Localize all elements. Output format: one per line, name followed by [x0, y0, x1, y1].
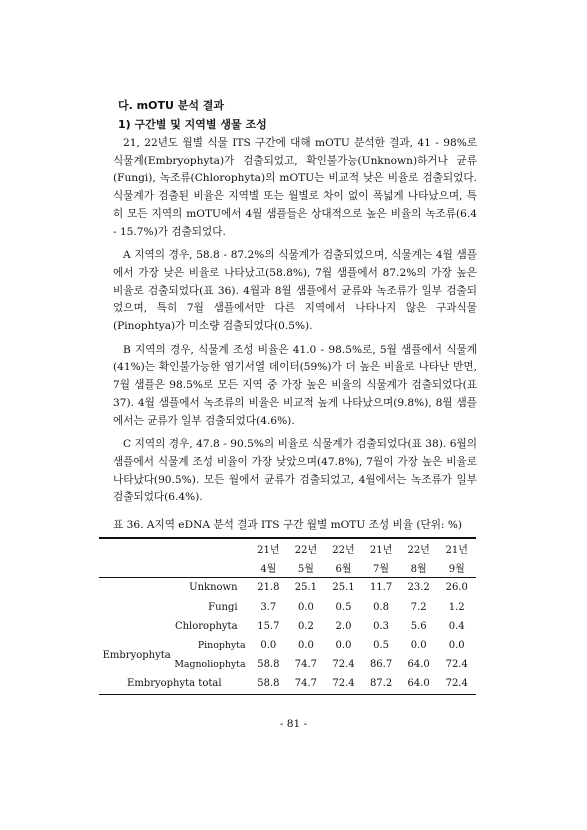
row-label: Embryophyta total: [99, 674, 250, 694]
table-cell: 0.3: [373, 620, 390, 632]
table-cell: 5.6: [410, 620, 427, 632]
table-row: [99, 598, 476, 617]
table-cell: 86.7: [369, 659, 393, 671]
table-cell: 7.2: [410, 601, 427, 613]
table-cell: 0.8: [373, 601, 390, 613]
table-cell: 25.1: [332, 582, 355, 594]
page-number: - 81 -: [279, 718, 308, 730]
table-cell: 0.2: [297, 620, 314, 632]
table-row-total: [99, 674, 476, 694]
table-cell: 15.7: [257, 620, 280, 632]
month-header: 9월: [437, 558, 476, 578]
table-cell: 74.7: [294, 659, 318, 671]
year-header: 22년: [400, 538, 438, 558]
table-cell: 64.0: [400, 674, 438, 694]
subsection-title: 1) 구간별 및 지역별 생물 조성: [118, 118, 267, 131]
table-row: [99, 636, 476, 655]
row-label: Pinophyta: [197, 640, 246, 652]
table-header-years: [99, 538, 476, 558]
paragraph: A 지역의 경우, 58.8 - 87.2%의 식물계가 검출되었으며, 식물계는 4월 샘플에서 가장 낮은 비율로 나타났고(58.8%), 7월 샘플에서 87.2%의 가장 높은 비율로 검출되었다(표 36). 4월과 8월 샘플에서 균류와 녹조류가 일부 검출되었으며, 특히 7월 샘플에서만 다른 지역에서 나타나지 않은 구과식물(Pinophtya)가 미소량 검출되었다(0.5%).: [113, 249, 477, 333]
table-cell: 0.0: [448, 640, 465, 652]
table-cell: 58.8: [257, 659, 280, 671]
table-cell: 0.0: [260, 640, 277, 652]
table-cell: 0.0: [297, 601, 314, 613]
table-cell: 11.7: [369, 582, 393, 594]
table-caption: 표 36. A지역 eDNA 분석 결과 ITS 구간 월별 mOTU 조성 비율 (단위: %): [113, 519, 463, 531]
table-cell: 21.8: [257, 582, 280, 594]
table-cell: 0.0: [335, 640, 352, 652]
header-blank: [99, 558, 250, 578]
year-header: 21년: [362, 538, 400, 558]
row-label: Chlorophyta: [174, 620, 238, 632]
table-cell: 2.0: [335, 620, 352, 632]
month-header: 5월: [287, 558, 325, 578]
table-cell: 72.4: [437, 674, 476, 694]
year-header: 22년: [325, 538, 363, 558]
body-text: [113, 135, 477, 507]
table-row: [99, 617, 476, 636]
month-header: 7월: [362, 558, 400, 578]
paragraph: B 지역의 경우, 식물계 조성 비율은 41.0 - 98.5%로, 5월 샘플에서 식물계(41%)는 확인불가능한 염기서열 데이터(59%)가 더 높은 비율로 나타난 반면, 7월 샘플은 98.5%로 모든 지역 중 가장 높은 비율의 식물계가 검출되었다(표 37). 4월 샘플에서 녹조류의 비율은 비교적 높게 나타났으며(9.8%), 8월 샘플에서는 균류가 일부 검출되었다(4.6%).: [113, 343, 477, 427]
paragraph: C 지역의 경우, 47.8 - 90.5%의 비율로 식물계가 검출되었다(표 38). 6월의 샘플에서 식물계 조성 비율이 가장 낮았으며(47.8%), 7월이 가장 높은 비율로 나타났다(90.5%). 모든 월에서 균류가 검출되었고, 4월에서는 녹조류가 일부 검출되었다(6.4%).: [113, 438, 477, 504]
month-header: 6월: [325, 558, 363, 578]
month-header: 8월: [400, 558, 438, 578]
table-row: [99, 578, 476, 598]
month-header: 4월: [250, 558, 288, 578]
table-cell: 26.0: [445, 582, 468, 594]
table-cell: 0.0: [410, 640, 427, 652]
year-header: 22년: [287, 538, 325, 558]
table-cell: 74.7: [287, 674, 325, 694]
table-cell: 3.7: [260, 601, 277, 613]
row-label: Fungi: [208, 601, 238, 613]
table-cell: 0.0: [297, 640, 314, 652]
table-cell: 0.5: [373, 640, 390, 652]
table-cell: 25.1: [294, 582, 318, 594]
table-cell: 64.0: [407, 659, 430, 671]
row-label: Unknown: [189, 582, 238, 594]
table-cell: 0.4: [448, 620, 465, 632]
table-cell: 0.5: [335, 601, 352, 613]
table-cell: 1.2: [448, 601, 465, 613]
table-cell: 72.4: [445, 659, 468, 671]
header-blank: [99, 538, 250, 558]
table-header-months: [99, 558, 476, 578]
group-label: Embryophyta: [102, 649, 171, 661]
row-label: Magnoliophyta: [174, 659, 246, 671]
table-cell: 72.4: [325, 674, 363, 694]
section-title: 다. mOTU 분석 결과: [118, 99, 225, 112]
table-cell: 87.2: [362, 674, 400, 694]
table-cell: 72.4: [332, 659, 355, 671]
table-cell: 58.8: [250, 674, 288, 694]
paragraph: 21, 22년도 월별 식물 ITS 구간에 대해 mOTU 분석한 결과, 41 - 98%로 식물계(Embryophyta)가 검출되었고, 확인불가능(Unknown)하거나 균류(Fungi), 녹조류(Chlorophyta)의 mOTU는 비교적 낮은 비율로 검출되었다. 식물계가 검출된 비율은 지역별 또는 월별로 차이 없이 폭넓게 나타났으며, 특히 모든 지역의 mOTU에서 4월 샘플들은 상대적으로 높은 비율의 녹조류(6.4 - 15.7%)가 검출되었다.: [113, 137, 477, 238]
composition-table: [99, 537, 476, 695]
table-cell: 23.2: [407, 582, 430, 594]
year-header: 21년: [437, 538, 476, 558]
year-header: 21년: [250, 538, 288, 558]
